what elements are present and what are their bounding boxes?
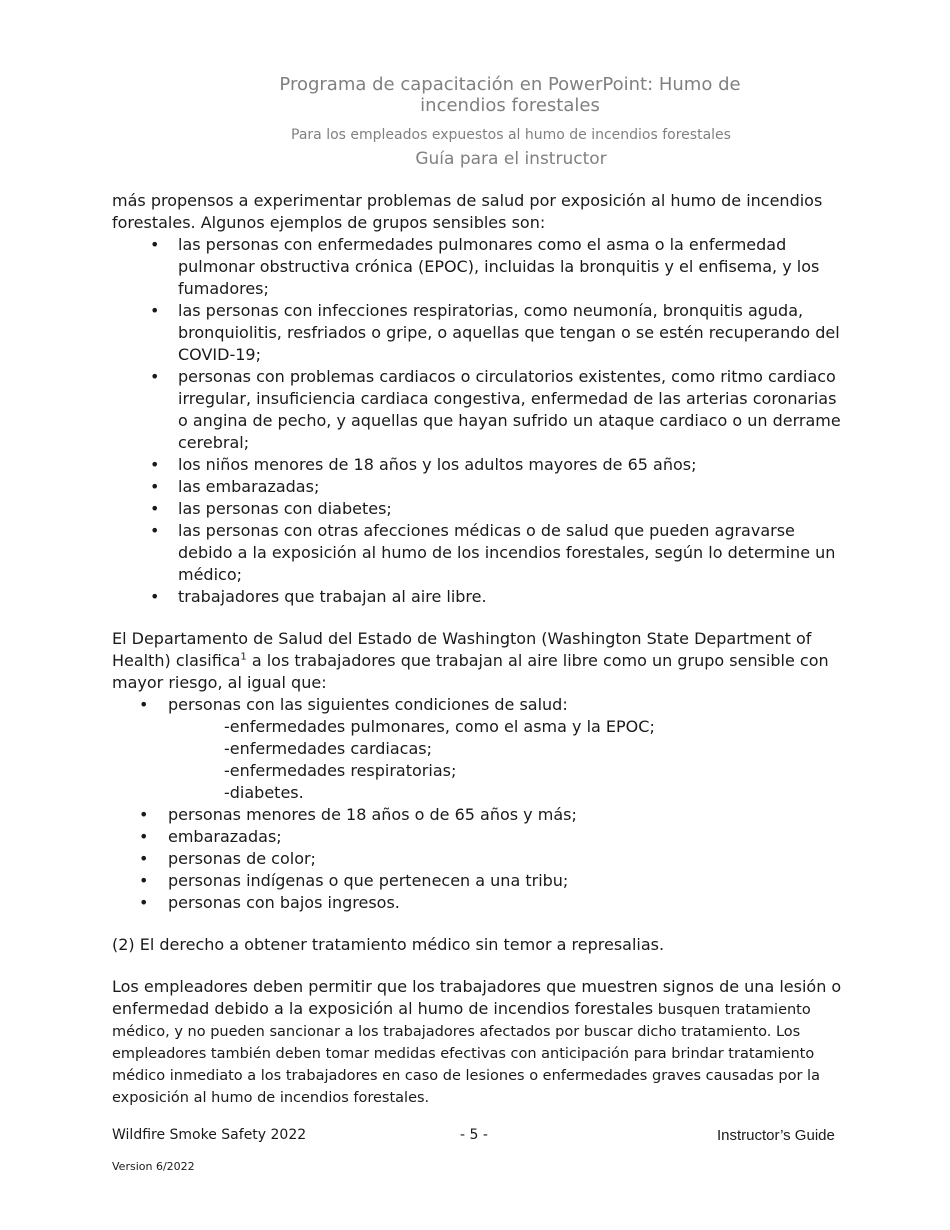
list-item: • embarazadas;: [139, 827, 282, 846]
document-subtitle: Para los empleados expuestos al humo de incendios forestales: [291, 127, 731, 143]
condition-item: -enfermedades pulmonares, como el asma y la EPOC;: [224, 717, 655, 736]
list-item: • las personas con infecciones respiratorias, como neumonía, bronquitis aguda, bronquiolitis, resfriados o gripe, o aquellas que tengan o se estén recuperando del COVID-19;: [150, 301, 840, 364]
list-item: • trabajadores que trabajan al aire libre.: [150, 587, 487, 606]
right-heading: (2) El derecho a obtener tratamiento médico sin temor a represalias.: [112, 935, 665, 954]
list-item: • personas de color;: [139, 849, 316, 868]
risk-groups-list: [112, 694, 842, 914]
version-label: Version 6/2022: [112, 1160, 195, 1173]
list-item: • las personas con diabetes;: [150, 499, 392, 518]
page-number: - 5 -: [460, 1127, 488, 1143]
list-item: • las personas con otras afecciones médicas o de salud que pueden agravarse debido a la exposición al humo de los incendios forestales, según lo determine un médico;: [150, 521, 836, 584]
body-content: [112, 190, 842, 1108]
list-item: • las personas con enfermedades pulmonares como el asma o la enfermedad pulmonar obstructiva crónica (EPOC), incluidas la bronquitis y el enfisema, y los fumadores;: [150, 235, 820, 298]
footnote-ref: 1: [240, 651, 247, 663]
list-item: • personas con problemas cardiacos o circulatorios existentes, como ritmo cardiaco irregular, insuficiencia cardiaca congestiva, enfermedad de las arterias coronarias o angina de pecho, y aquellas que hayan sufrido un ataque cardiaco o un derrame cerebral;: [150, 367, 841, 452]
sensitive-groups-list: [112, 234, 842, 608]
guide-label: Guía para el instructor: [415, 149, 607, 169]
list-item: • personas con bajos ingresos.: [139, 893, 400, 912]
employers-paragraph: Los empleadores deben permitir que los trabajadores que muestren signos de una lesión o enfermedad debido a la exposición al humo de incendios forestales busquen tratamiento médico, y no pueden sancionar a los trabajadores afectados por buscar dicho tratamiento. Los empleadores también deben tomar medidas efectivas con anticipación para brindar tratamiento médico inmediato a los trabajadores en caso de lesiones o enfermedades graves causadas por la exposición al humo de incendios forestales.: [112, 977, 842, 1106]
footer-title: Wildfire Smoke Safety 2022: [112, 1127, 307, 1143]
condition-item: -diabetes.: [224, 783, 304, 802]
document-title: Programa de capacitación en PowerPoint: Humo de incendios forestales: [279, 74, 741, 116]
list-item: • los niños menores de 18 años y los adultos mayores de 65 años;: [150, 455, 697, 474]
list-item: • personas menores de 18 años o de 65 años y más;: [139, 805, 577, 824]
condition-item: -enfermedades cardiacas;: [224, 739, 432, 758]
list-item: • las embarazadas;: [150, 477, 320, 496]
list-item: • personas con las siguientes condiciones de salud: -enfermedades pulmonares, como el asma y la EPOC; -enfermedades cardiacas; -enfermedades respiratorias; -diabetes.: [112, 694, 842, 804]
list-item: • personas indígenas o que pertenecen a una tribu;: [139, 871, 569, 890]
intro-paragraph: más propensos a experimentar problemas de salud por exposición al humo de incendios forestales. Algunos ejemplos de grupos sensibles son:: [112, 191, 823, 232]
footer-guide: Instructor’s Guide: [717, 1127, 835, 1144]
condition-item: -enfermedades respiratorias;: [224, 761, 457, 780]
doh-paragraph: El Departamento de Salud del Estado de Washington (Washington State Department of Health) clasifica$^1$ a los trabajadores que trabajan al aire libre como un grupo sensible con mayor riesgo, al igual que:: [112, 629, 829, 692]
